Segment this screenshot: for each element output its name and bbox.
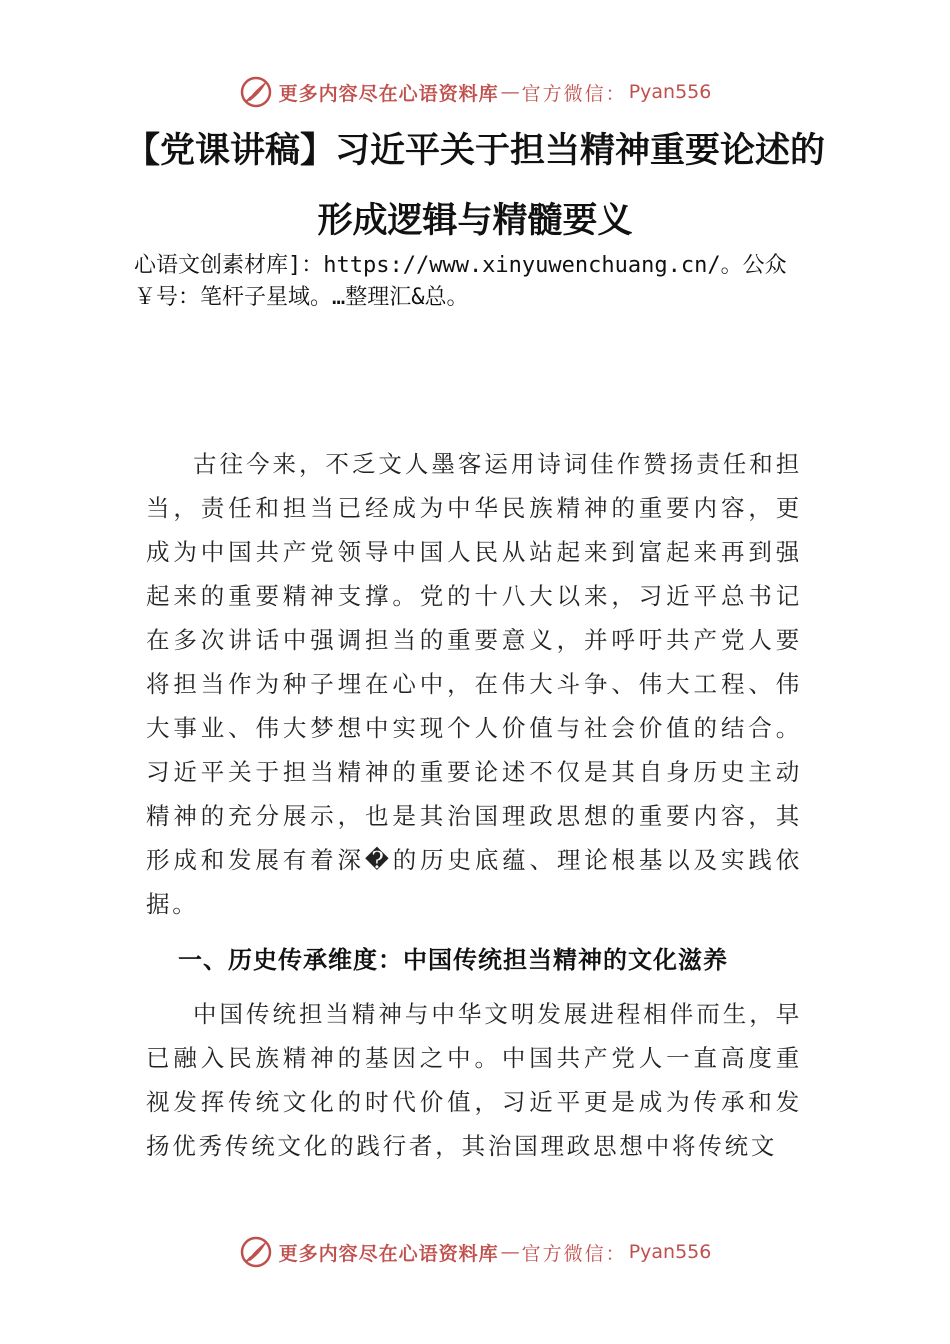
quill-seal-icon (239, 75, 273, 109)
page-title-line1: 【党课讲稿】习近平关于担当精神重要论述的 (124, 131, 825, 171)
banner-wechat-id: Pyan556 (628, 1241, 712, 1263)
section-heading-1: 一、历史传承维度：中国传统担当精神的文化滋养 (178, 946, 728, 974)
quill-seal-icon (239, 1235, 273, 1269)
banner-wechat-label: 官方微信： (521, 1242, 627, 1265)
banner-brand: 更多内容尽在心语资料库 (278, 1242, 499, 1265)
page-title-line2: 形成逻辑与精髓要义 (317, 201, 633, 241)
footer-banner (0, 1232, 950, 1272)
banner-dash: — (500, 1241, 520, 1263)
body-paragraph-2: 中国传统担当精神与中华文明发展进程相伴而生，早已融入民族精神的基因之中。中国共产党人一直高度重视发挥传统文化的时代价值，习近平更是成为传承和发扬优秀传统文化的践行者，其治国理政思想中将传统文 (146, 1000, 802, 1160)
source-note: 心语文创素材库]：https://www.xinyuwenchuang.cn/。公众￥号：笔杆子星域。…整理汇&总。 (134, 253, 787, 310)
body-paragraph-1: 古往今来，不乏文人墨客运用诗词佳作赞扬责任和担当，责任和担当已经成为中华民族精神的重要内容，更成为中国共产党领导中国人民从站起来到富起来再到强起来的重要精神支撑。党的十八大以来，习近平总书记在多次讲话中强调担当的重要意义，并呼吁共产党人要将担当作为种子埋在心中，在伟大斗争、伟大工程、伟大事业、伟大梦想中实现个人价值与社会价值的结合。习近平关于担当精神的重要论述不仅是其自身历史主动精神的充分展示，也是其治国理政思想的重要内容，其形成和发展有着深�的历史底蕴、理论根基以及实践依据。 (146, 450, 802, 918)
banner-brand: 更多内容尽在心语资料库 (278, 82, 499, 105)
banner-dash: — (500, 81, 520, 103)
banner-wechat-id: Pyan556 (628, 81, 712, 103)
header-banner (0, 72, 950, 112)
banner-wechat-label: 官方微信： (521, 82, 627, 105)
